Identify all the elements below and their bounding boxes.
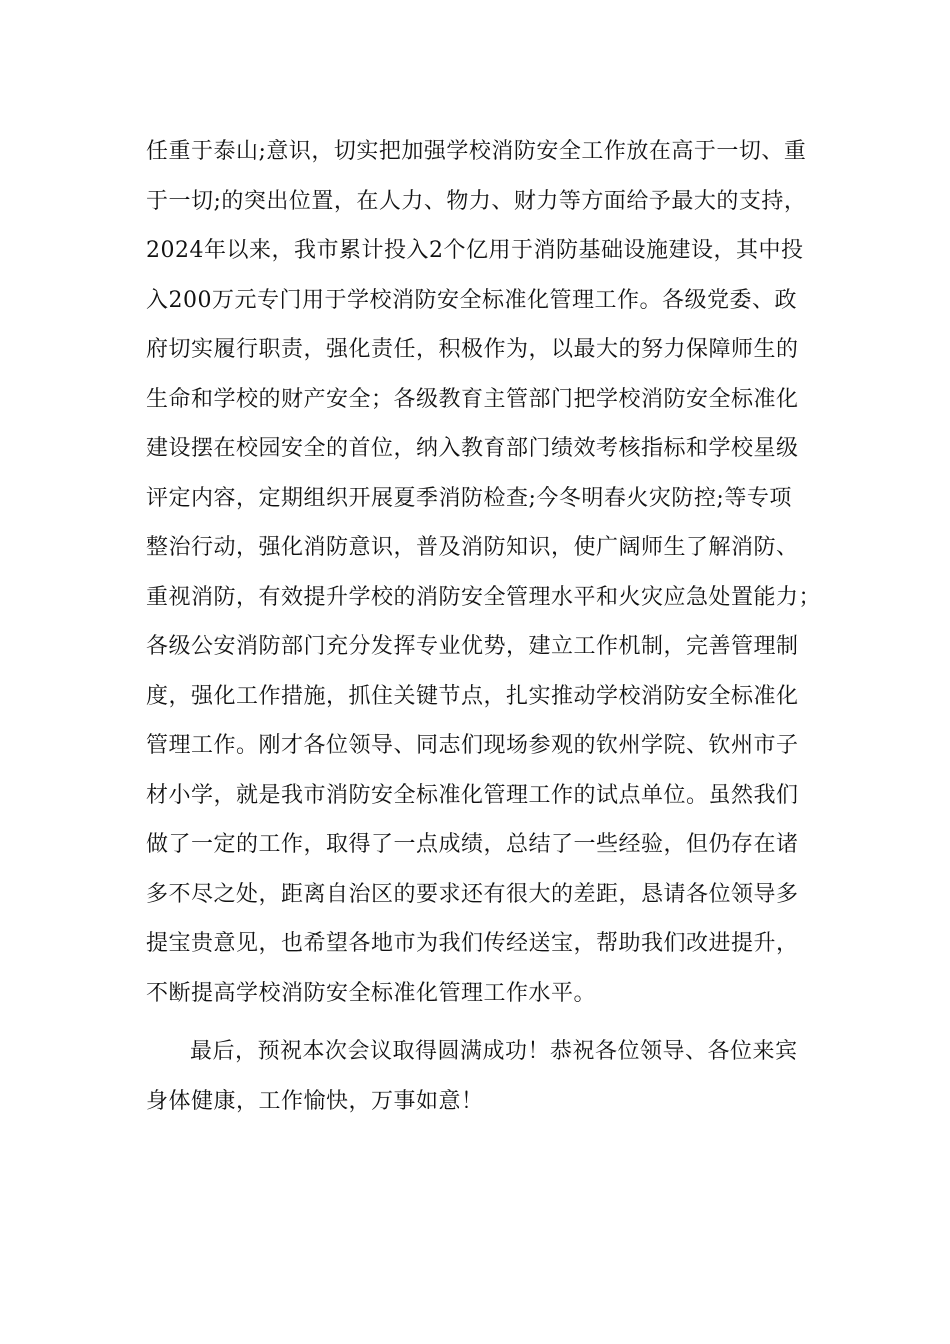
- text-line: 最后，预祝本次会议取得圆满成功！恭祝各位领导、各位来宾: [190, 1039, 798, 1064]
- text-line: 多不尽之处，距离自治区的要求还有很大的差距，恳请各位领导多: [146, 881, 799, 907]
- text-line: 任重于泰山;意识，切实把加强学校消防安全工作放在高于一切、重: [146, 139, 807, 164]
- text-line: 度，强化工作措施，抓住关键节点，扎实推动学校消防安全标准化: [146, 683, 799, 709]
- text-line: 做了一定的工作，取得了一点成绩，总结了一些经验，但仍存在诸: [146, 832, 799, 857]
- text-line: 2024年以来，我市累计投入2个亿用于消防基础设施建设，其中投: [146, 238, 804, 263]
- text-line: 于一切;的突出位置，在人力、物力、财力等方面给予最大的支持，: [146, 188, 807, 214]
- text-line: 生命和学校的财产安全；各级教育主管部门把学校消防安全标准化: [146, 386, 799, 412]
- text-line: 不断提高学校消防安全标准化管理工作水平。: [146, 980, 597, 1006]
- text-line: 府切实履行职责，强化责任，积极作为，以最大的努力保障师生的: [146, 337, 799, 362]
- text-line: 身体健康，工作愉快，万事如意！: [146, 1088, 484, 1114]
- text-line: 各级公安消防部门充分发挥专业优势，建立工作机制，完善管理制: [146, 634, 799, 659]
- text-line: 评定内容，定期组织开展夏季消防检查;今冬明春火灾防控;等专项: [146, 485, 792, 511]
- text-line: 建设摆在校园安全的首位，纳入教育部门绩效考核指标和学校星级: [146, 436, 799, 461]
- text-line: 提宝贵意见，也希望各地市为我们传经送宝，帮助我们改进提升，: [146, 931, 799, 956]
- text-line: 材小学，就是我市消防安全标准化管理工作的试点单位。虽然我们: [146, 782, 799, 808]
- closing-paragraph: [146, 1027, 846, 1126]
- text-line: 整治行动，强化消防意识，普及消防知识，使广阔师生了解消防、: [146, 535, 799, 560]
- body-paragraph: [146, 127, 846, 1018]
- text-line: 重视消防，有效提升学校的消防安全管理水平和火灾应急处置能力；: [146, 584, 822, 610]
- text-line: 管理工作。刚才各位领导、同志们现场参观的钦州学院、钦州市子: [146, 733, 799, 758]
- text-line: 入200万元专门用于学校消防安全标准化管理工作。各级党委、政: [146, 287, 797, 313]
